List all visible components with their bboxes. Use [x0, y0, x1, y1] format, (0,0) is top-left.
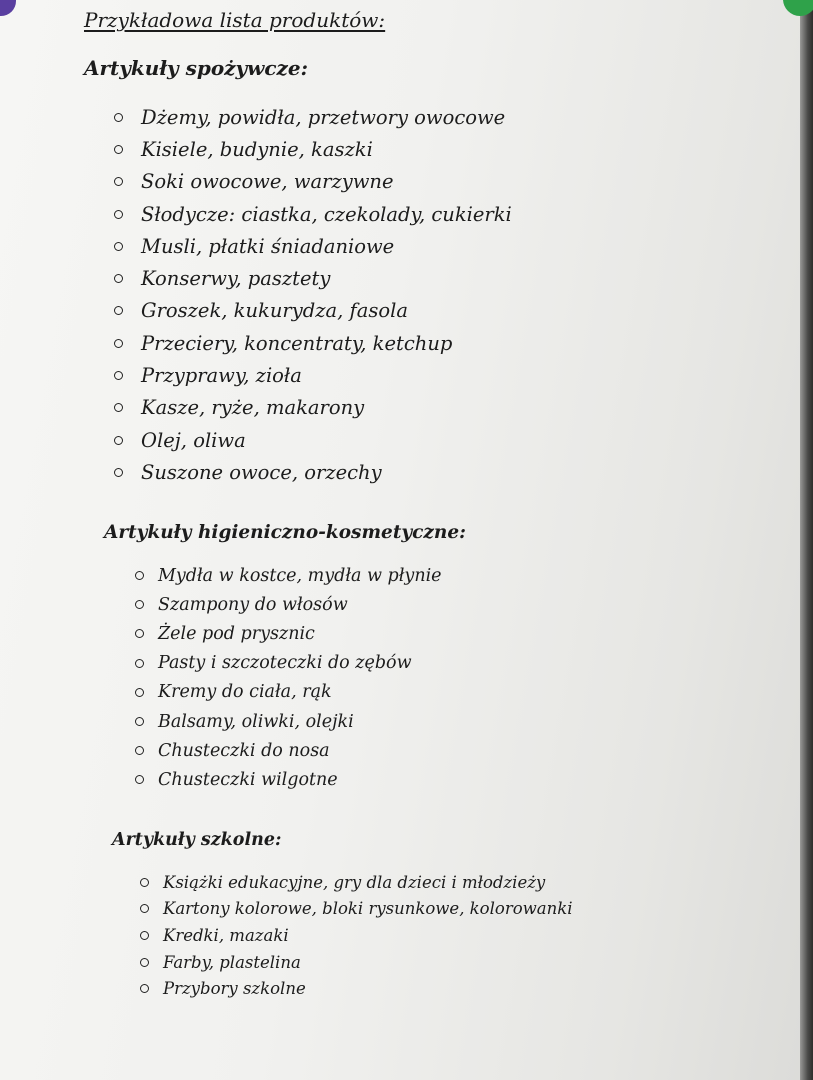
bullet-icon [114, 145, 123, 154]
list-item-text: Chusteczki wilgotne [158, 769, 338, 790]
list-item-text: Kremy do ciała, rąk [158, 682, 332, 703]
list-item [135, 707, 442, 736]
bullet-icon [114, 242, 123, 251]
list-item-text: Soki owocowe, warzywne [141, 170, 394, 194]
list-item [114, 230, 512, 262]
bullet-icon [114, 436, 123, 445]
bullet-icon [135, 600, 144, 609]
section-heading-hygiene: Artykuły higieniczno-kosmetyczne: [104, 522, 466, 543]
list-item-text: Przeciery, koncentraty, ketchup [141, 331, 453, 355]
bullet-icon [114, 371, 123, 380]
list-item [114, 101, 512, 133]
bullet-icon [140, 984, 149, 993]
bullet-icon [114, 274, 123, 283]
list-item [140, 922, 573, 949]
bullet-icon [114, 403, 123, 412]
list-item-text: Kasze, ryże, makarony [141, 396, 365, 420]
list-item-text: Olej, oliwa [141, 428, 246, 452]
bullet-icon [140, 904, 149, 913]
purple-magnet [0, 0, 16, 16]
bullet-icon [114, 468, 123, 477]
list-item [114, 133, 512, 165]
bullet-icon [114, 210, 123, 219]
bullet-icon [135, 571, 144, 580]
list-item [135, 619, 442, 648]
list-item-text: Szampony do włosów [158, 594, 348, 615]
list-item [114, 295, 512, 327]
list-item [140, 896, 573, 923]
list-item-text: Pasty i szczoteczki do zębów [158, 653, 412, 674]
section-heading-food: Artykuły spożywcze: [84, 56, 309, 80]
list-item [114, 327, 512, 359]
list-item [135, 590, 442, 619]
list-item [140, 949, 573, 976]
list-item [114, 262, 512, 294]
list-item [140, 869, 573, 896]
page-title: Przykładowa lista produktów: [84, 8, 386, 32]
list-item [114, 359, 512, 391]
list-item [114, 198, 512, 230]
list-item-text: Przyprawy, zioła [141, 364, 302, 388]
list-item-text: Kredki, mazaki [163, 925, 289, 945]
list-item [135, 561, 442, 590]
list-item-text: Żele pod prysznic [158, 623, 315, 644]
bullet-icon [135, 717, 144, 726]
list-item-text: Książki edukacyjne, gry dla dzieci i młodzieży [163, 872, 546, 892]
list-item-text: Groszek, kukurydza, fasola [141, 299, 408, 323]
list-item [114, 456, 512, 488]
list-item-text: Mydła w kostce, mydła w płynie [158, 565, 442, 586]
section-heading-school: Artykuły szkolne: [112, 830, 282, 850]
bullet-icon [114, 306, 123, 315]
bullet-icon [135, 775, 144, 784]
bullet-icon [135, 659, 144, 668]
list-item-text: Suszone owoce, orzechy [141, 460, 382, 484]
list-item-text: Chusteczki do nosa [158, 740, 330, 761]
bullet-icon [114, 339, 123, 348]
list-item [114, 166, 512, 198]
bullet-icon [140, 958, 149, 967]
list-item [114, 392, 512, 424]
list-item-text: Farby, plastelina [163, 952, 301, 972]
list-item-text: Kartony kolorowe, bloki rysunkowe, kolorowanki [163, 899, 573, 919]
hygiene-list [135, 561, 442, 795]
list-item-text: Słodycze: ciastka, czekolady, cukierki [141, 202, 512, 226]
school-list [140, 869, 573, 1002]
bullet-icon [140, 878, 149, 887]
bullet-icon [114, 113, 123, 122]
bullet-icon [135, 746, 144, 755]
list-item [114, 424, 512, 456]
bullet-icon [135, 629, 144, 638]
list-item-text: Przybory szkolne [163, 979, 306, 999]
list-item-text: Dżemy, powidła, przetwory owocowe [141, 105, 506, 129]
list-item [135, 678, 442, 707]
list-item [135, 765, 442, 794]
list-item [140, 975, 573, 1002]
bullet-icon [140, 931, 149, 940]
list-item-text: Konserwy, pasztety [141, 267, 331, 291]
list-item-text: Musli, płatki śniadaniowe [141, 234, 395, 258]
paper-edge-shadow [800, 0, 813, 1080]
bullet-icon [114, 177, 123, 186]
list-item-text: Balsamy, oliwki, olejki [158, 711, 354, 732]
food-list [114, 101, 512, 489]
list-item-text: Kisiele, budynie, kaszki [141, 137, 373, 161]
list-item [135, 736, 442, 765]
bullet-icon [135, 688, 144, 697]
list-item [135, 649, 442, 678]
